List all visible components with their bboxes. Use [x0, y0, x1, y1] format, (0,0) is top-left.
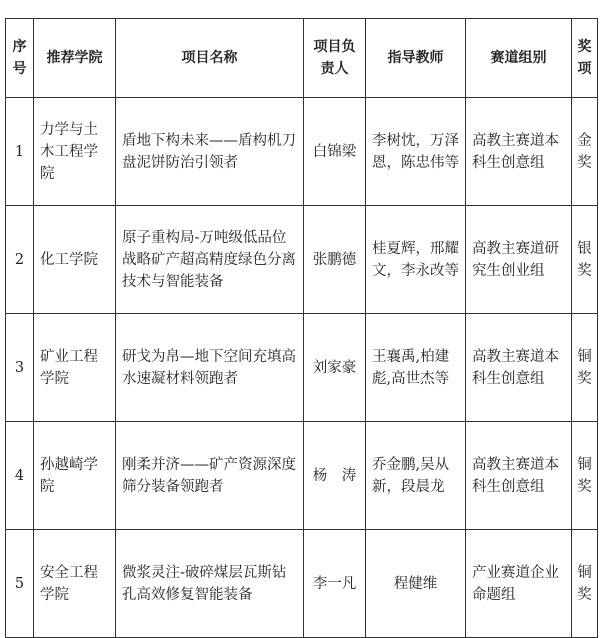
cell-project-name: 微浆灵注-破碎煤层瓦斯钻孔高效修复智能装备 [116, 530, 304, 638]
cell-leader: 白锦梁 [304, 98, 366, 206]
header-row [6, 19, 598, 98]
awards-table [5, 18, 598, 638]
cell-award: 银奖 [572, 206, 598, 314]
cell-leader: 张鹏德 [304, 206, 366, 314]
cell-seq: 3 [6, 314, 34, 422]
table-row [6, 206, 598, 314]
cell-leader: 李一凡 [304, 530, 366, 638]
table-row [6, 530, 598, 638]
header-college: 推荐学院 [34, 19, 116, 98]
header-track: 赛道组别 [466, 19, 572, 98]
cell-leader: 杨 涛 [304, 422, 366, 530]
cell-college: 安全工程学院 [34, 530, 116, 638]
cell-track: 高教主赛道本科生创意组 [466, 422, 572, 530]
cell-award: 金奖 [572, 98, 598, 206]
cell-award: 铜奖 [572, 314, 598, 422]
cell-award: 铜奖 [572, 530, 598, 638]
cell-project-name: 研戈为帛—地下空间充填高水速凝材料领跑者 [116, 314, 304, 422]
cell-track: 高教主赛道研究生创业组 [466, 206, 572, 314]
cell-advisor: 程健维 [366, 530, 466, 638]
header-project-name: 项目名称 [116, 19, 304, 98]
cell-project-name: 盾地下构未来——盾构机刀盘泥饼防治引领者 [116, 98, 304, 206]
cell-project-name: 刚柔并济——矿产资源深度筛分装备领跑者 [116, 422, 304, 530]
cell-track: 高教主赛道本科生创意组 [466, 98, 572, 206]
cell-college: 化工学院 [34, 206, 116, 314]
cell-award: 铜奖 [572, 422, 598, 530]
header-award: 奖项 [572, 19, 598, 98]
header-seq: 序号 [6, 19, 34, 98]
cell-advisor: 桂夏辉，邢耀文，李永改等 [366, 206, 466, 314]
cell-advisor: 王襄禹,柏建彪,高世杰等 [366, 314, 466, 422]
cell-seq: 5 [6, 530, 34, 638]
cell-college: 力学与土木工程学院 [34, 98, 116, 206]
header-leader: 项目负责人 [304, 19, 366, 98]
table-row [6, 314, 598, 422]
cell-seq: 2 [6, 206, 34, 314]
cell-seq: 4 [6, 422, 34, 530]
header-advisor: 指导教师 [366, 19, 466, 98]
table-row [6, 98, 598, 206]
cell-leader: 刘家豪 [304, 314, 366, 422]
cell-college: 孙越崎学院 [34, 422, 116, 530]
cell-track: 产业赛道企业命题组 [466, 530, 572, 638]
cell-advisor: 乔金鹏,吴从新，段晨龙 [366, 422, 466, 530]
cell-project-name: 原子重构局-万吨级低品位战略矿产超高精度绿色分离技术与智能装备 [116, 206, 304, 314]
table-row [6, 422, 598, 530]
cell-college: 矿业工程学院 [34, 314, 116, 422]
cell-advisor: 李树忱，万泽恩，陈忠伟等 [366, 98, 466, 206]
cell-seq: 1 [6, 98, 34, 206]
cell-track: 高教主赛道本科生创意组 [466, 314, 572, 422]
